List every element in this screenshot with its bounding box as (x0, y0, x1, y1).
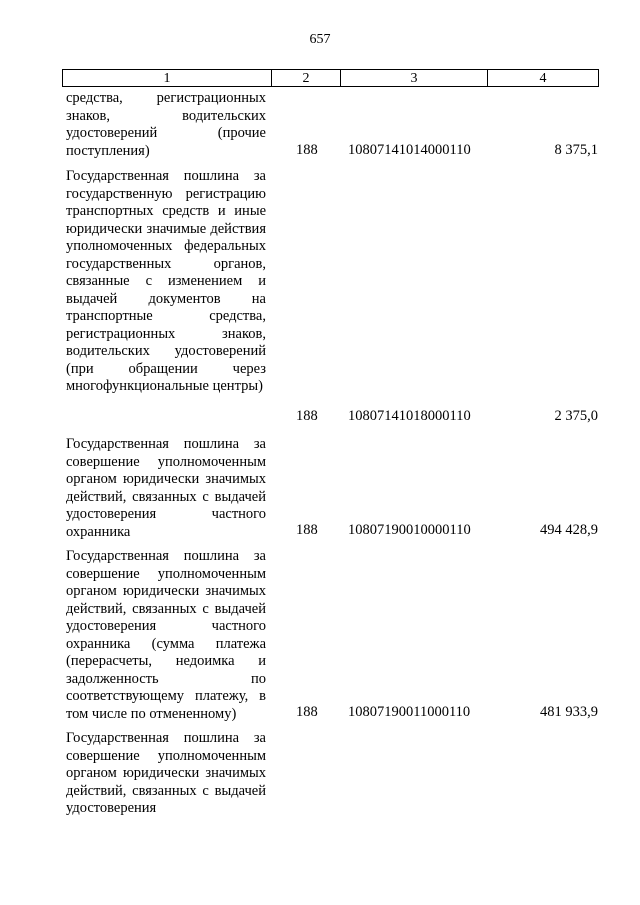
row-description: Государственная пошлина за совершение уполномоченным органом юридически значимых действий, связанных с выдачей удостоверения частного охранника (66, 436, 266, 540)
column-header-3: 3 (340, 69, 488, 87)
row-budget-code: 10807141018000110 (348, 408, 471, 424)
row-admin-code: 188 (296, 408, 318, 424)
column-header-4: 4 (487, 69, 599, 87)
row-description: Государственная пошлина за совершение уполномоченным органом юридически значимых действий, связанных с выдачей удостоверения частного охранника (сумма платежа (перерасчеты, недоимка и задолженность по соответствующему платежу, в том числе по отмененному) (66, 548, 266, 722)
column-header-1: 1 (62, 69, 272, 87)
row-admin-code: 188 (296, 704, 318, 720)
row-amount: 2 375,0 (554, 408, 598, 424)
row-description: Государственная пошлина за государственную регистрацию транспортных средств и иные юридически значимые действия уполномоченных федеральных государственных органов, связанные с изменением и выдачей документов на транспортные средства, регистрационных знаков, водительских удостоверений (при обращении через многофункциональные центры) (66, 168, 266, 394)
row-amount: 494 428,9 (540, 522, 598, 538)
row-amount: 8 375,1 (554, 142, 598, 158)
row-description: средства, регистрационных знаков, водительских удостоверений (прочие поступления) (66, 90, 266, 159)
column-header-2: 2 (271, 69, 341, 87)
row-description: Государственная пошлина за совершение уполномоченным органом юридически значимых действий, связанных с выдачей удостоверения (66, 730, 266, 816)
page-number: 657 (309, 32, 331, 47)
row-admin-code: 188 (296, 142, 318, 158)
row-budget-code: 10807190010000110 (348, 522, 471, 538)
row-amount: 481 933,9 (540, 704, 598, 720)
row-budget-code: 10807190011000110 (348, 704, 471, 720)
row-budget-code: 10807141014000110 (348, 142, 471, 158)
row-admin-code: 188 (296, 522, 318, 538)
